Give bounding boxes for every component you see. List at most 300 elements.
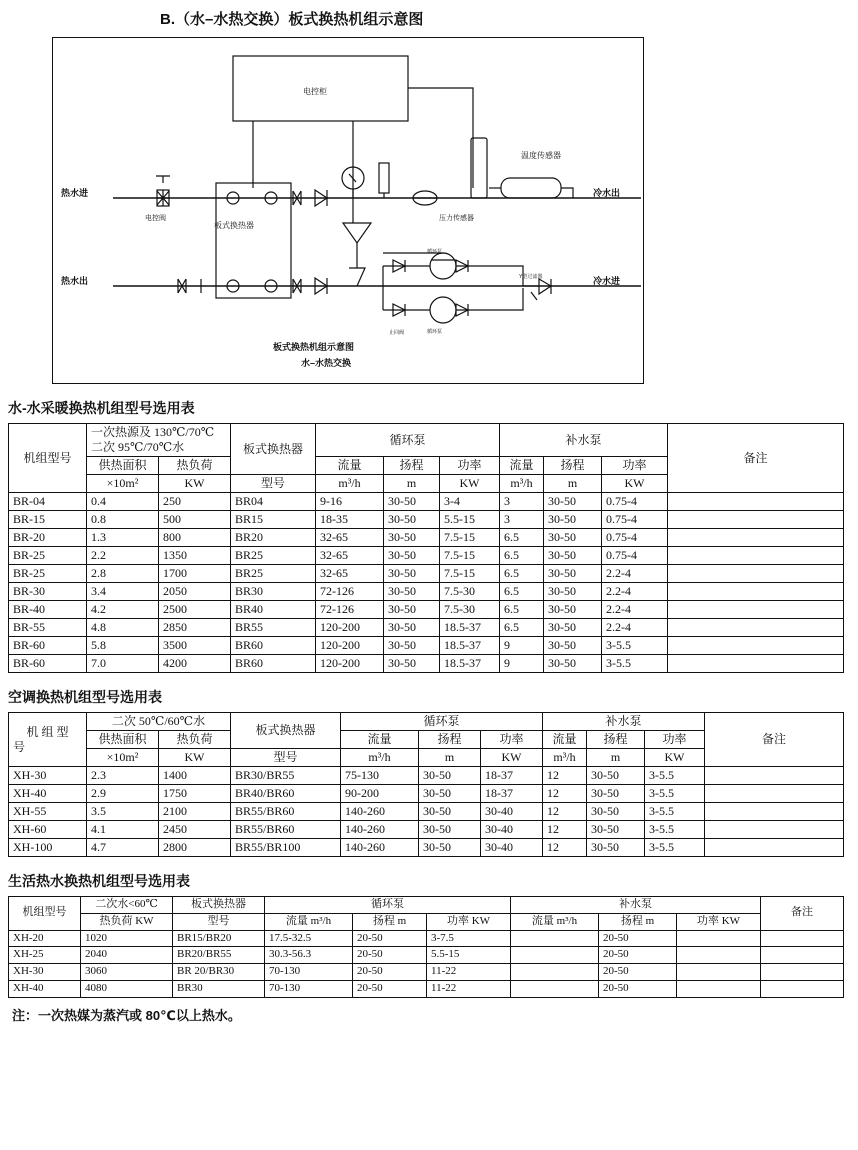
table-cell: 4.2	[87, 601, 159, 619]
th-model: 机组型号	[9, 424, 87, 493]
th3-exchanger: 板式换热器	[173, 897, 265, 914]
table-row	[9, 785, 844, 803]
table-cell: 6.5	[500, 547, 544, 565]
table-cell: 3060	[81, 964, 173, 981]
table-cell: 250	[159, 493, 231, 511]
table-cell: 3-4	[440, 493, 500, 511]
table-cell	[668, 637, 844, 655]
th2-area-unit: ×10m²	[87, 749, 159, 767]
table-cell: 800	[159, 529, 231, 547]
table1-header-row-1	[9, 424, 844, 457]
table-cell: 4.8	[87, 619, 159, 637]
table1-heading: 水-水采暖换热机组型号选用表	[8, 400, 195, 416]
table-cell: 30-50	[544, 583, 602, 601]
th-power2: 功率	[602, 457, 668, 475]
table-cell: 30-50	[544, 529, 602, 547]
table-cell: 1400	[159, 767, 231, 785]
table-cell: 5.5-15	[427, 947, 511, 964]
table-cell: 140-260	[341, 821, 419, 839]
table-cell	[668, 565, 844, 583]
table-cell: XH-40	[9, 785, 87, 803]
table-cell: 12	[543, 839, 587, 857]
table-row	[9, 964, 844, 981]
table-cell: 20-50	[599, 980, 677, 997]
table-cell: 2500	[159, 601, 231, 619]
table-cell: 20-50	[599, 930, 677, 947]
table-cell: 2.2-4	[602, 583, 668, 601]
table-ac-units	[8, 712, 844, 857]
th-circ-pump: 循环泵	[316, 424, 500, 457]
table-cell: 30-50	[419, 821, 481, 839]
table-cell: BR40/BR60	[231, 785, 341, 803]
table-row	[9, 583, 844, 601]
table-cell: 11-22	[427, 980, 511, 997]
table-row	[9, 980, 844, 997]
table-cell: XH-25	[9, 947, 81, 964]
table-cell: BR20/BR55	[173, 947, 265, 964]
table-cell: 7.5-15	[440, 529, 500, 547]
table-cell: 2.2-4	[602, 601, 668, 619]
th-makeup-pump: 补水泵	[500, 424, 668, 457]
table-domestic-hot-water-units	[8, 896, 844, 998]
label-pressure-sensor: 压力传感器	[439, 215, 474, 222]
table-cell: 6.5	[500, 619, 544, 637]
table-cell: BR60	[231, 637, 316, 655]
table-cell: 2.8	[87, 565, 159, 583]
table-cell: 0.4	[87, 493, 159, 511]
table-cell	[511, 964, 599, 981]
th-remark: 备注	[668, 424, 844, 493]
table-row	[9, 947, 844, 964]
th-power-unit: KW	[440, 475, 500, 493]
table-cell: 0.8	[87, 511, 159, 529]
page-title: B.（水–水热交换）板式换热机组示意图	[160, 11, 424, 28]
th2-head2-unit: m	[587, 749, 645, 767]
table-cell: XH-30	[9, 964, 81, 981]
label-electric-valve: 电控阀	[145, 215, 166, 222]
th2-power2-unit: KW	[645, 749, 705, 767]
table-cell	[761, 947, 844, 964]
table-cell: BR30/BR55	[231, 767, 341, 785]
table-cell	[668, 493, 844, 511]
th3-model-no: 型号	[173, 913, 265, 930]
table-cell: 1.3	[87, 529, 159, 547]
th2-flow2-unit: m³/h	[543, 749, 587, 767]
table-cell: 30-50	[419, 839, 481, 857]
table-cell: 30-50	[544, 619, 602, 637]
th2-flow2: 流量	[543, 731, 587, 749]
table-cell: 18.5-37	[440, 637, 500, 655]
table-row	[9, 511, 844, 529]
table-cell: BR 20/BR30	[173, 964, 265, 981]
table-cell: 9-16	[316, 493, 384, 511]
table-cell: 6.5	[500, 601, 544, 619]
label-cold-water-out: 冷水出	[593, 188, 621, 198]
th2-circ-pump: 循环泵	[341, 713, 543, 731]
th2-flow-unit: m³/h	[341, 749, 419, 767]
footnote: 注：一次热媒为蒸汽或 80℃以上热水。	[12, 1007, 241, 1023]
diagram-caption-1: 板式换热机组示意图	[273, 342, 355, 352]
table-row	[9, 930, 844, 947]
table-cell: 90-200	[341, 785, 419, 803]
table-row	[9, 619, 844, 637]
table-cell: 2.2	[87, 547, 159, 565]
table-cell: 0.75-4	[602, 493, 668, 511]
table-row	[9, 601, 844, 619]
table-cell: BR55/BR60	[231, 821, 341, 839]
table-cell	[705, 785, 844, 803]
th3-model: 机组型号	[9, 897, 81, 931]
table-cell: 4.7	[87, 839, 159, 857]
th2-flow: 流量	[341, 731, 419, 749]
table-cell	[668, 619, 844, 637]
table-cell	[668, 511, 844, 529]
table-cell: 18-35	[316, 511, 384, 529]
table-cell: 30-50	[587, 821, 645, 839]
table-cell: 30-50	[384, 547, 440, 565]
th2-model-no: 型号	[231, 749, 341, 767]
table-cell: BR25	[231, 565, 316, 583]
table-cell: BR-30	[9, 583, 87, 601]
table-cell	[705, 821, 844, 839]
table-cell: BR-60	[9, 637, 87, 655]
th2-head2: 扬程	[587, 731, 645, 749]
table-cell: 500	[159, 511, 231, 529]
table-cell: BR60	[231, 655, 316, 673]
table-cell: 30-50	[384, 493, 440, 511]
table-cell: 1020	[81, 930, 173, 947]
th2-power2: 功率	[645, 731, 705, 749]
table-cell: 3-5.5	[602, 655, 668, 673]
table-cell: 30-50	[384, 655, 440, 673]
table-cell	[511, 947, 599, 964]
table-cell: BR-40	[9, 601, 87, 619]
table-row	[9, 655, 844, 673]
table-cell: BR20	[231, 529, 316, 547]
table-cell: 3-7.5	[427, 930, 511, 947]
table-cell: BR30	[173, 980, 265, 997]
table-row	[9, 767, 844, 785]
table-cell: 7.5-30	[440, 601, 500, 619]
table-cell: 120-200	[316, 637, 384, 655]
th-power: 功率	[440, 457, 500, 475]
table-cell: 4200	[159, 655, 231, 673]
th3-makeup-pump: 补水泵	[511, 897, 761, 914]
table-cell: 30-50	[544, 601, 602, 619]
th3-power2: 功率 KW	[677, 913, 761, 930]
table-cell: 140-260	[341, 803, 419, 821]
table-cell: 30-50	[384, 529, 440, 547]
table-cell: 3-5.5	[602, 637, 668, 655]
th-exchanger: 板式换热器	[231, 424, 316, 475]
table2-header-row-1	[9, 713, 844, 731]
table-cell	[511, 980, 599, 997]
table-cell: 0.75-4	[602, 529, 668, 547]
th-load: 热负荷	[159, 457, 231, 475]
table-cell: BR55/BR60	[231, 803, 341, 821]
table-row	[9, 839, 844, 857]
table-cell	[761, 930, 844, 947]
label-plate-exchanger: 板式换热器	[214, 221, 254, 230]
table-cell: XH-30	[9, 767, 87, 785]
table-cell: XH-60	[9, 821, 87, 839]
table-cell: 32-65	[316, 565, 384, 583]
table-cell: 12	[543, 803, 587, 821]
th-head2-unit: m	[544, 475, 602, 493]
table-cell: 18.5-37	[440, 655, 500, 673]
th-area: 供热面积	[87, 457, 159, 475]
table-cell: 30-50	[384, 619, 440, 637]
table-cell: 30-50	[384, 637, 440, 655]
table-row	[9, 547, 844, 565]
table-cell: 30-50	[544, 565, 602, 583]
th2-power-unit: KW	[481, 749, 543, 767]
table3-header-row-2	[9, 913, 844, 930]
table-cell: 11-22	[427, 964, 511, 981]
label-control-cabinet: 电控柜	[303, 87, 327, 96]
table-cell: 30-50	[587, 767, 645, 785]
th-head-unit: m	[384, 475, 440, 493]
table-cell: 30-50	[384, 511, 440, 529]
table-cell: 9	[500, 655, 544, 673]
th3-power: 功率 KW	[427, 913, 511, 930]
table-cell: BR-55	[9, 619, 87, 637]
th-head: 扬程	[384, 457, 440, 475]
label-hot-water-in: 热水进	[61, 188, 89, 198]
table-cell: 30-50	[544, 547, 602, 565]
table-cell: XH-40	[9, 980, 81, 997]
table-cell	[677, 964, 761, 981]
table-row	[9, 821, 844, 839]
table-cell: 20-50	[353, 930, 427, 947]
table-cell: 3	[500, 511, 544, 529]
table-cell: 9	[500, 637, 544, 655]
table-cell: 18-37	[481, 785, 543, 803]
table-cell: 30-50	[384, 601, 440, 619]
th-area-unit: ×10m²	[87, 475, 159, 493]
table-cell: BR-60	[9, 655, 87, 673]
th2-power: 功率	[481, 731, 543, 749]
table-cell: 30-50	[544, 637, 602, 655]
table3-heading: 生活热水换热机组型号选用表	[8, 873, 190, 889]
table-cell: 0.75-4	[602, 547, 668, 565]
th3-source: 二次水<60℃	[81, 897, 173, 914]
table-cell	[668, 601, 844, 619]
table-cell: 5.5-15	[440, 511, 500, 529]
table-cell: 4.1	[87, 821, 159, 839]
table-cell: 3-5.5	[645, 785, 705, 803]
table-cell: 70-130	[265, 964, 353, 981]
th3-head2: 扬程 m	[599, 913, 677, 930]
label-pump-2: 循环泵	[427, 329, 443, 335]
table-cell: 32-65	[316, 529, 384, 547]
table-cell	[761, 964, 844, 981]
table-cell: 18.5-37	[440, 619, 500, 637]
table-cell: BR-15	[9, 511, 87, 529]
table-cell: 1750	[159, 785, 231, 803]
table-cell: 30-50	[544, 655, 602, 673]
th2-model: 机 组 型 号	[9, 713, 87, 767]
th-flow-unit: m³/h	[316, 475, 384, 493]
label-temp-sensor: 温度传感器	[521, 151, 561, 160]
th3-remark: 备注	[761, 897, 844, 931]
table-cell: 17.5-32.5	[265, 930, 353, 947]
table-cell: 72-126	[316, 601, 384, 619]
th3-circ-pump: 循环泵	[265, 897, 511, 914]
table-cell	[677, 930, 761, 947]
table-cell: 30-50	[544, 493, 602, 511]
schematic-diagram	[52, 37, 644, 384]
table-cell	[668, 547, 844, 565]
table-cell: 2100	[159, 803, 231, 821]
table-cell: BR-04	[9, 493, 87, 511]
table-cell: 3	[500, 493, 544, 511]
th2-area: 供热面积	[87, 731, 159, 749]
table-cell	[705, 767, 844, 785]
table-cell: 70-130	[265, 980, 353, 997]
table-cell: 2800	[159, 839, 231, 857]
table-cell: BR40	[231, 601, 316, 619]
table-row	[9, 493, 844, 511]
table-cell: 12	[543, 767, 587, 785]
th3-flow: 流量 m³/h	[265, 913, 353, 930]
table-cell: 72-126	[316, 583, 384, 601]
table-heating-units	[8, 423, 844, 673]
table-cell: 12	[543, 785, 587, 803]
th3-load: 热负荷 KW	[81, 913, 173, 930]
th3-flow2: 流量 m³/h	[511, 913, 599, 930]
table-cell: 30-40	[481, 821, 543, 839]
th2-head-unit: m	[419, 749, 481, 767]
table-cell: BR30	[231, 583, 316, 601]
table-cell: 12	[543, 821, 587, 839]
table-cell	[668, 583, 844, 601]
table-cell: 7.0	[87, 655, 159, 673]
label-hot-water-out: 热水出	[61, 276, 89, 286]
table-cell: 5.8	[87, 637, 159, 655]
th-load-unit: KW	[159, 475, 231, 493]
table-cell: 30-50	[419, 803, 481, 821]
table-cell: 2050	[159, 583, 231, 601]
table-cell: 2.3	[87, 767, 159, 785]
table-row	[9, 803, 844, 821]
table-cell	[677, 947, 761, 964]
table-cell: BR55/BR100	[231, 839, 341, 857]
table-cell: 3-5.5	[645, 767, 705, 785]
table-cell: BR15	[231, 511, 316, 529]
table-cell: 30-50	[384, 583, 440, 601]
table-cell: 2850	[159, 619, 231, 637]
table-cell	[677, 980, 761, 997]
table-row	[9, 529, 844, 547]
table-cell: 20-50	[353, 947, 427, 964]
table-cell: BR-20	[9, 529, 87, 547]
table-cell	[705, 839, 844, 857]
table-cell	[511, 930, 599, 947]
label-cold-water-in: 冷水进	[593, 276, 621, 286]
th2-load: 热负荷	[159, 731, 231, 749]
table-cell: BR55	[231, 619, 316, 637]
diagram-caption-2: 水–水热交换	[301, 358, 352, 368]
table-cell: 6.5	[500, 565, 544, 583]
table-cell: 30-50	[419, 767, 481, 785]
table-cell: 2040	[81, 947, 173, 964]
table-cell: 30-50	[587, 839, 645, 857]
table-cell: 3-5.5	[645, 803, 705, 821]
table-cell: 2.2-4	[602, 619, 668, 637]
table-cell: 7.5-15	[440, 547, 500, 565]
table-cell: 120-200	[316, 655, 384, 673]
th2-remark: 备注	[705, 713, 844, 767]
table-cell: 20-50	[599, 964, 677, 981]
th-model-no: 型号	[231, 475, 316, 493]
table-cell: XH-55	[9, 803, 87, 821]
table-cell: 3.5	[87, 803, 159, 821]
table-cell: 1700	[159, 565, 231, 583]
table-cell: 140-260	[341, 839, 419, 857]
table-cell: 2.9	[87, 785, 159, 803]
table-cell: XH-100	[9, 839, 87, 857]
table-cell: 32-65	[316, 547, 384, 565]
table-cell: 2.2-4	[602, 565, 668, 583]
table-cell: BR15/BR20	[173, 930, 265, 947]
th-flow2: 流量	[500, 457, 544, 475]
th2-makeup-pump: 补水泵	[543, 713, 705, 731]
table-cell: 4080	[81, 980, 173, 997]
th-flow2-unit: m³/h	[500, 475, 544, 493]
th3-head: 扬程 m	[353, 913, 427, 930]
th2-source: 二次 50℃/60℃水	[87, 713, 231, 731]
table-row	[9, 565, 844, 583]
th-power2-unit: KW	[602, 475, 668, 493]
table-cell: BR04	[231, 493, 316, 511]
table-cell: BR-25	[9, 547, 87, 565]
table-cell: 3-5.5	[645, 821, 705, 839]
label-pump-1: 循环泵	[427, 249, 443, 255]
th2-exchanger: 板式换热器	[231, 713, 341, 749]
table-cell: 7.5-30	[440, 583, 500, 601]
table-cell: BR-25	[9, 565, 87, 583]
table-cell: 30-50	[419, 785, 481, 803]
table-cell: 30-50	[587, 803, 645, 821]
table-cell: 6.5	[500, 529, 544, 547]
table-cell	[705, 803, 844, 821]
table-cell: 20-50	[353, 980, 427, 997]
table-cell: 3-5.5	[645, 839, 705, 857]
th2-head: 扬程	[419, 731, 481, 749]
table-cell: XH-20	[9, 930, 81, 947]
table-cell	[668, 529, 844, 547]
table-row	[9, 637, 844, 655]
table-cell: BR25	[231, 547, 316, 565]
th2-load-unit: KW	[159, 749, 231, 767]
table-cell: 18-37	[481, 767, 543, 785]
th-source: 一次热源及 130℃/70℃ 二次 95℃/70℃水	[87, 424, 231, 457]
table-cell: 30-40	[481, 803, 543, 821]
table-cell: 0.75-4	[602, 511, 668, 529]
table-cell: 3500	[159, 637, 231, 655]
table-cell: 3.4	[87, 583, 159, 601]
table-cell: 2450	[159, 821, 231, 839]
table-cell	[761, 980, 844, 997]
table-cell: 7.5-15	[440, 565, 500, 583]
table-cell: 30-50	[384, 565, 440, 583]
table3-header-row-1	[9, 897, 844, 914]
table-cell: 30-50	[544, 511, 602, 529]
label-check-valve-1: 止回阀	[389, 330, 405, 336]
th-flow: 流量	[316, 457, 384, 475]
label-y-filter: Y型过滤器	[519, 274, 543, 280]
